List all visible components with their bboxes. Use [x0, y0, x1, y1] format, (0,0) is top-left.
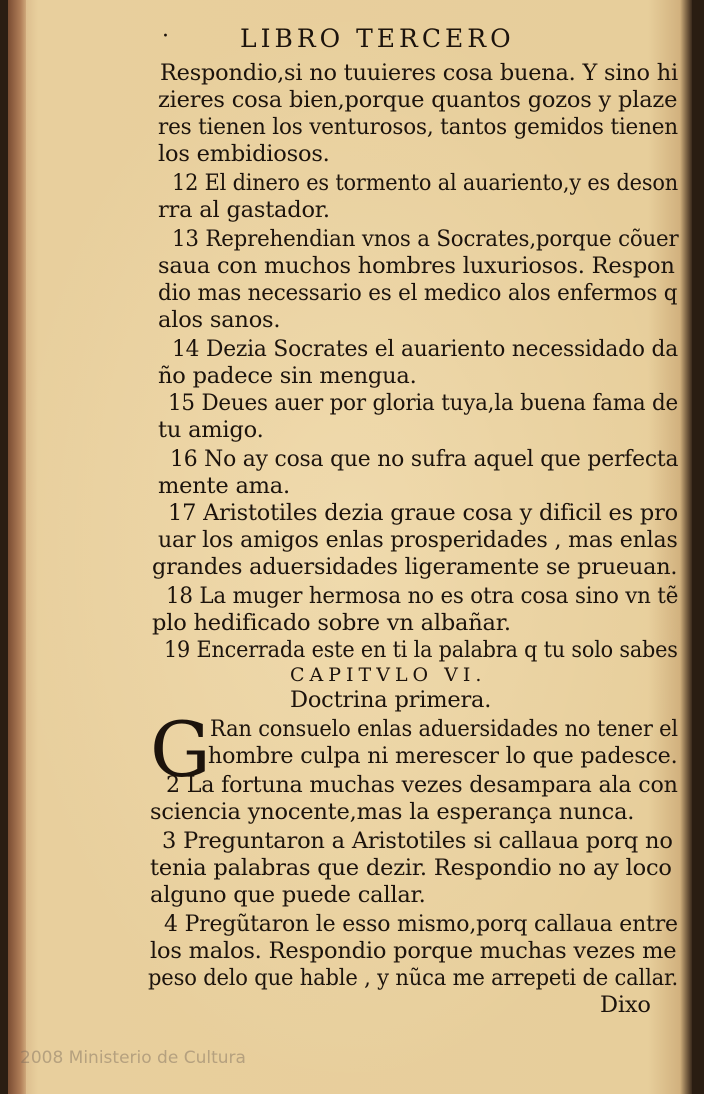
- text-line: uar los amigos enlas prosperidades , mas enlas: [158, 527, 678, 553]
- text-line: 3 Preguntaron a Aristotiles si callaua porq no: [162, 828, 673, 854]
- text-line: 15 Deues auer por gloria tuya,la buena fama de: [168, 390, 679, 416]
- text-line: grandes aduersidades ligeramente se prueuan.: [152, 554, 678, 580]
- text-line: dio mas necessario es el medico alos enfermos q: [158, 280, 678, 306]
- text-line: 13 Reprehendian vnos a Socrates,porque cõuer: [172, 226, 679, 252]
- text-line: tu amigo.: [158, 417, 264, 443]
- text-line: mente ama.: [158, 473, 290, 499]
- text-line: 4 Pregũtaron le esso mismo,porq callaua entre: [164, 911, 678, 937]
- text-line: hombre culpa ni merescer lo que padesce.: [208, 743, 678, 769]
- text-line: ño padece sin mengua.: [158, 363, 417, 389]
- running-head: LIBRO TERCERO: [240, 24, 515, 53]
- text-line: sciencia ynocente,mas la esperança nunca.: [150, 799, 635, 825]
- text-line: 2 La fortuna muchas vezes desampara ala con: [166, 772, 678, 798]
- text-line: 19 Encerrada este en ti la palabra q tu solo sabes: [164, 637, 678, 663]
- text-line: 17 Aristotiles dezia graue cosa y dificil es pro: [168, 500, 678, 526]
- text-line: res tienen los venturosos, tantos gemidos tienen: [158, 114, 678, 140]
- text-line: 18 La muger hermosa no es otra cosa sino vn tẽ: [166, 583, 679, 609]
- catchword: Dixo: [600, 992, 651, 1018]
- text-line: tenia palabras que dezir. Respondio no ay loco: [150, 855, 672, 881]
- text-line: Respondio,si no tuuieres cosa buena. Y sino hi: [160, 60, 678, 86]
- text-line: saua con muchos hombres luxuriosos. Respon: [158, 253, 675, 279]
- text-line: 12 El dinero es tormento al auariento,y es deson: [172, 170, 678, 196]
- text-line: alguno que puede callar.: [150, 882, 426, 908]
- text-line: alos sanos.: [158, 307, 281, 333]
- text-line: plo hedificado sobre vn albañar.: [152, 610, 511, 636]
- text-line: Ran consuelo enlas aduersidades no tener el: [210, 716, 678, 742]
- watermark: 2008 Ministerio de Cultura: [20, 1048, 246, 1068]
- text-line: rra al gastador.: [158, 197, 330, 223]
- text-line: peso delo que hable , y nũca me arrepeti de callar.: [148, 965, 679, 991]
- text-line: zieres cosa bien,porque quantos gozos y plaze: [158, 87, 678, 113]
- chapter-subheading: Doctrina primera.: [290, 687, 492, 713]
- text-line: 14 Dezia Socrates el auariento necessidado da: [172, 336, 678, 362]
- text-line: los malos. Respondio porque muchas vezes me: [150, 938, 677, 964]
- text-line: 16 No ay cosa que no sufra aquel que perfecta: [170, 446, 679, 472]
- drop-cap: G: [150, 705, 211, 794]
- header-ornament: ·: [162, 24, 169, 49]
- chapter-heading: CAPITVLO VI.: [290, 664, 487, 686]
- text-line: los embidiosos.: [158, 141, 330, 167]
